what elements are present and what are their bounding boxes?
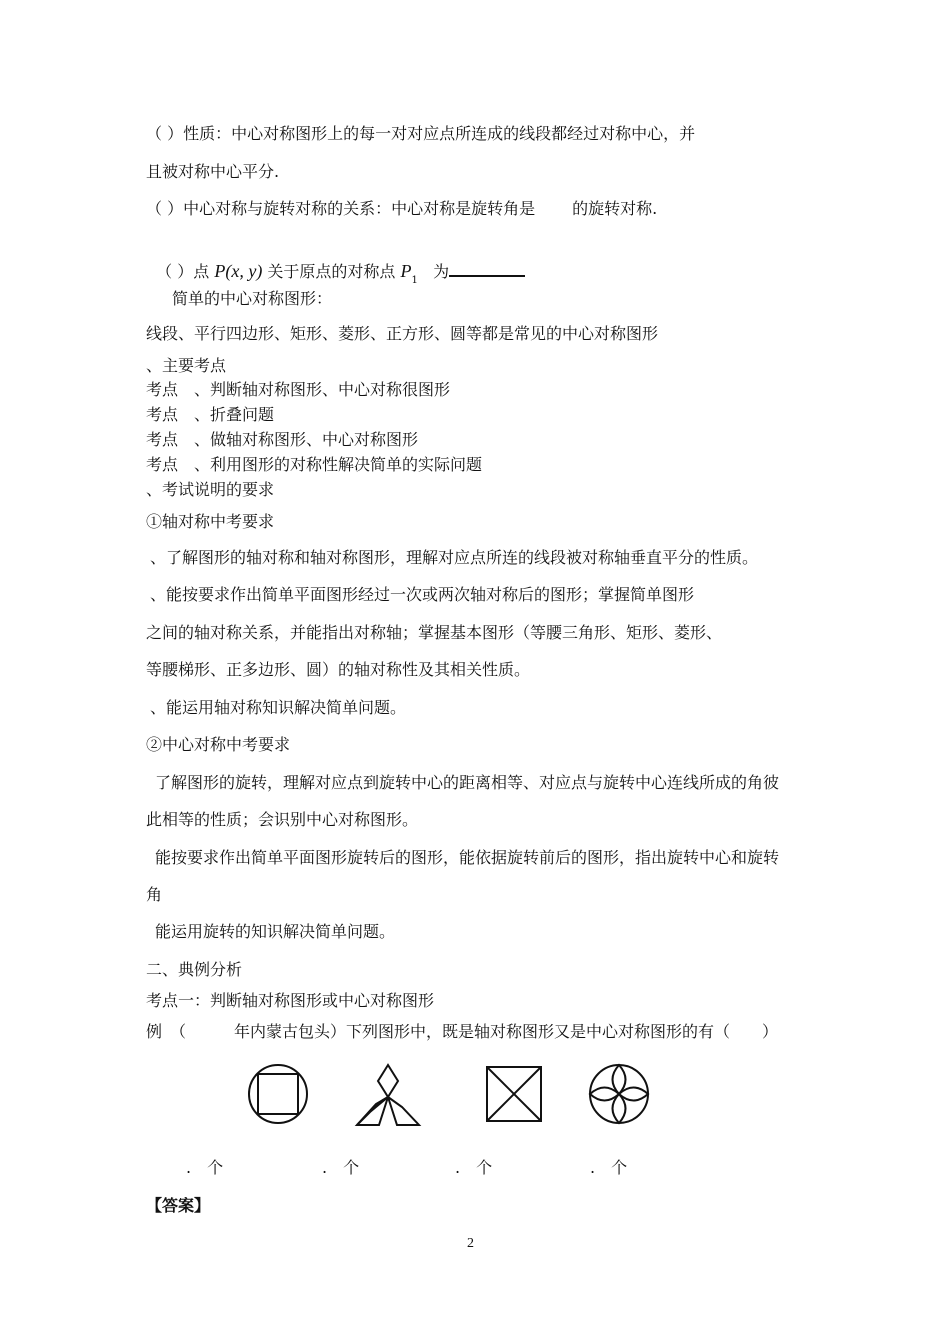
example-topic-1: 考点一：判断轴对称图形或中心对称图形 bbox=[146, 991, 435, 1010]
axis-req-2-cont-1: 之间的轴对称关系，并能指出对称轴；掌握基本图形（等腰三角形、矩形、菱形、 bbox=[146, 623, 723, 642]
point-expression: P(x, y) bbox=[214, 261, 263, 281]
exam-point-4: 考点 、利用图形的对称性解决简单的实际问题 bbox=[146, 455, 483, 474]
axis-symmetry-heading: ①轴对称中考要求 bbox=[146, 512, 275, 531]
square-diagonals-figure bbox=[484, 1064, 544, 1124]
central-req-1-cont: 此相等的性质；会识别中心对称图形。 bbox=[146, 810, 419, 829]
exam-requirements-heading: 、考试说明的要求 bbox=[146, 480, 275, 499]
point-line-prefix: （ ）点 bbox=[156, 262, 215, 281]
simple-shapes-heading: 简单的中心对称图形： bbox=[172, 289, 333, 308]
answer-blank bbox=[449, 261, 525, 277]
exam-point-3: 考点 、做轴对称图形、中心对称图形 bbox=[146, 430, 419, 449]
relation-line: （ ）中心对称与旋转对称的关系：中心对称是旋转角是 的旋转对称. bbox=[146, 199, 658, 218]
symmetric-point-line bbox=[146, 241, 525, 285]
main-points-heading: 、主要考点 bbox=[146, 356, 227, 375]
axis-req-3: 、能运用轴对称知识解决简单问题。 bbox=[150, 698, 407, 717]
page-number: 2 bbox=[467, 1236, 474, 1251]
exam-point-1: 考点 、判断轴对称图形、中心对称很图形 bbox=[146, 380, 451, 399]
option-d: . 个 bbox=[590, 1158, 628, 1177]
property-line-2: 且被对称中心平分. bbox=[146, 162, 280, 181]
point-p1: P bbox=[400, 261, 412, 281]
central-req-3: 能运用旋转的知识解决简单问题。 bbox=[155, 922, 396, 941]
axis-req-2: 、能按要求作出简单平面图形经过一次或两次轴对称后的图形；掌握简单图形 bbox=[150, 585, 695, 604]
simple-shapes-list: 线段、平行四边形、矩形、菱形、正方形、圆等都是常见的中心对称图形 bbox=[146, 324, 659, 343]
answer-heading: 【答案】 bbox=[146, 1196, 211, 1215]
axis-req-2-cont-2: 等腰梯形、正多边形、圆）的轴对称性及其相关性质。 bbox=[146, 660, 531, 679]
central-req-2: 能按要求作出简单平面图形旋转后的图形，能依据旋转前后的图形，指出旋转中心和旋转 bbox=[155, 848, 780, 867]
property-line-1: （ ）性质：中心对称图形上的每一对对应点所连成的线段都经过对称中心，并 bbox=[146, 124, 696, 143]
point-p1-subscript: 1 bbox=[411, 275, 418, 286]
central-req-2-cont: 角 bbox=[146, 885, 163, 904]
option-c: . 个 bbox=[455, 1158, 493, 1177]
central-symmetry-heading: ②中心对称中考要求 bbox=[146, 735, 291, 754]
circle-square-figure bbox=[246, 1062, 310, 1126]
axis-req-1: 、了解图形的轴对称和轴对称图形，理解对应点所连的线段被对称轴垂直平分的性质。 bbox=[150, 548, 759, 567]
central-req-1: 了解图形的旋转，理解对应点到旋转中心的距离相等、对应点与旋转中心连线所成的角彼 bbox=[155, 773, 780, 792]
option-b: . 个 bbox=[322, 1158, 360, 1177]
point-line-suffix: 为 bbox=[417, 262, 450, 281]
example-question: 例 （ 年内蒙古包头）下列图形中，既是轴对称图形又是中心对称图形的有（ ） bbox=[146, 1022, 779, 1041]
exam-point-2: 考点 、折叠问题 bbox=[146, 405, 275, 424]
four-petal-circle-figure bbox=[586, 1062, 652, 1126]
examples-heading: 二、典例分析 bbox=[146, 960, 243, 979]
three-rhombus-figure bbox=[354, 1062, 422, 1128]
option-a: . 个 bbox=[186, 1158, 224, 1177]
point-line-middle: 关于原点的对称点 bbox=[262, 262, 401, 281]
